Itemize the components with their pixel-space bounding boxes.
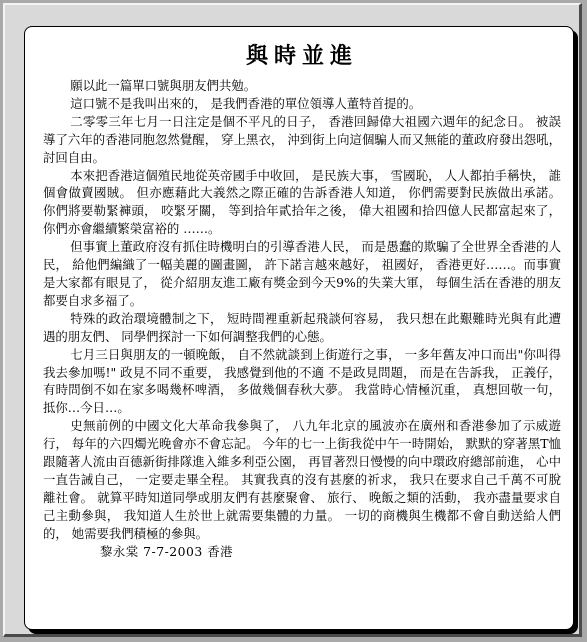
paragraph-slogan-origin: 這口號不是我叫出來的， 是我們香港的單位領導人董特首提的。 <box>70 95 422 111</box>
paragraph-participation: 史無前例的中國文化大革命我參與了， 八九年北京的風波亦在廣州和香港參加了示威遊行， 每年的六四燭光晚會亦不會忘記。 今年的七一上街我從中午一時開始， 默默的穿著黑T恤跟隨著人流由百德新街排隊進入維多利亞公園， 再冒著烈日慢慢的向中環政府總部前進， 心中一直告誡自己， 一定要走畢全程。 其實我真的沒有甚麼的祈求， 我只在要求自己千萬不可脫離社會。 就算平時知道同學或朋友們有甚麼聚會、 旅行、 晚飯之類的活動， 我亦盡量要求自己主動參與， 我知道人生於世上就需要集體的力量。 一切的商機與生機都不會自動送給人們的， 她需要我們積極的參與。 <box>43 418 561 541</box>
document-sheet <box>24 26 574 630</box>
paragraph-july-first: 二零零三年七月一日注定是個不平凡的日子， 香港回歸偉大祖國六週年的紀念日。 被誤導了六年的香港同胞忽然覺醒， 穿上黑衣， 沖到街上向這個騙人而又無能的董政府發出怨吼， 討回自由。 <box>43 113 561 165</box>
document-title: 與時並進 <box>245 43 358 69</box>
paragraph-mindset: 特殊的政治環境體制之下， 短時間裡重新起飛談何容易， 我只想在此艱難時光與有此遭遇的朋友們、 同學們探討一下如何調整我們的心態。 <box>43 310 561 344</box>
paragraph-intro: 願以此一篇單口號與朋友們共勉。 <box>70 78 257 93</box>
signature-line: 黎永棠 7-7-2003 香港 <box>100 543 234 559</box>
paragraph-government: 但事實上董政府沒有抓住時機明白的引導香港人民， 而是愚蠢的欺騙了全世界全香港的人民， 給他們編織了一幅美麗的圖畫圖， 許下諾言越來越好， 祖國好， 香港更好……。而事實是大家都有眼見了， 從介紹朋友進工廠有獎金到今天9%的失業大軍， 每個生活在香港的朋友都要自求多福了。 <box>43 239 561 308</box>
outer-frame <box>3 3 582 637</box>
paragraph-dinner: 七月三日與朋友的一頓晚飯， 自不然就談到上街遊行之事， 一多年舊友冲口而出"你叫得 我去參加嗎!" 政見不同不重要， 我感覺到他的不適 不是政見問題， 而是在告訴我， 正義仔， 有時問倒不如在家多喝幾杯啤酒， 多做幾個春秋大夢。 我當時心情極沉重， 真想回敬一句， 抵你…今日…。 <box>43 346 561 416</box>
paragraph-handover: 本來把香港這個殖民地從英帝國手中收回， 是民族大事， 雪國恥， 人人都拍手稱快， 誰個會做賣國賊。 但亦應藉此大義然之際正確的告訴香港人知道， 你們需要對民族做出承諾。 你們將要勒緊褲頭， 咬緊牙關， 等到拾年貳拾年之後， 偉大祖國和拾四億人民都富起來了， 你們亦會繼續繁榮富裕的 ……。 <box>43 167 561 237</box>
document-body <box>43 77 561 560</box>
